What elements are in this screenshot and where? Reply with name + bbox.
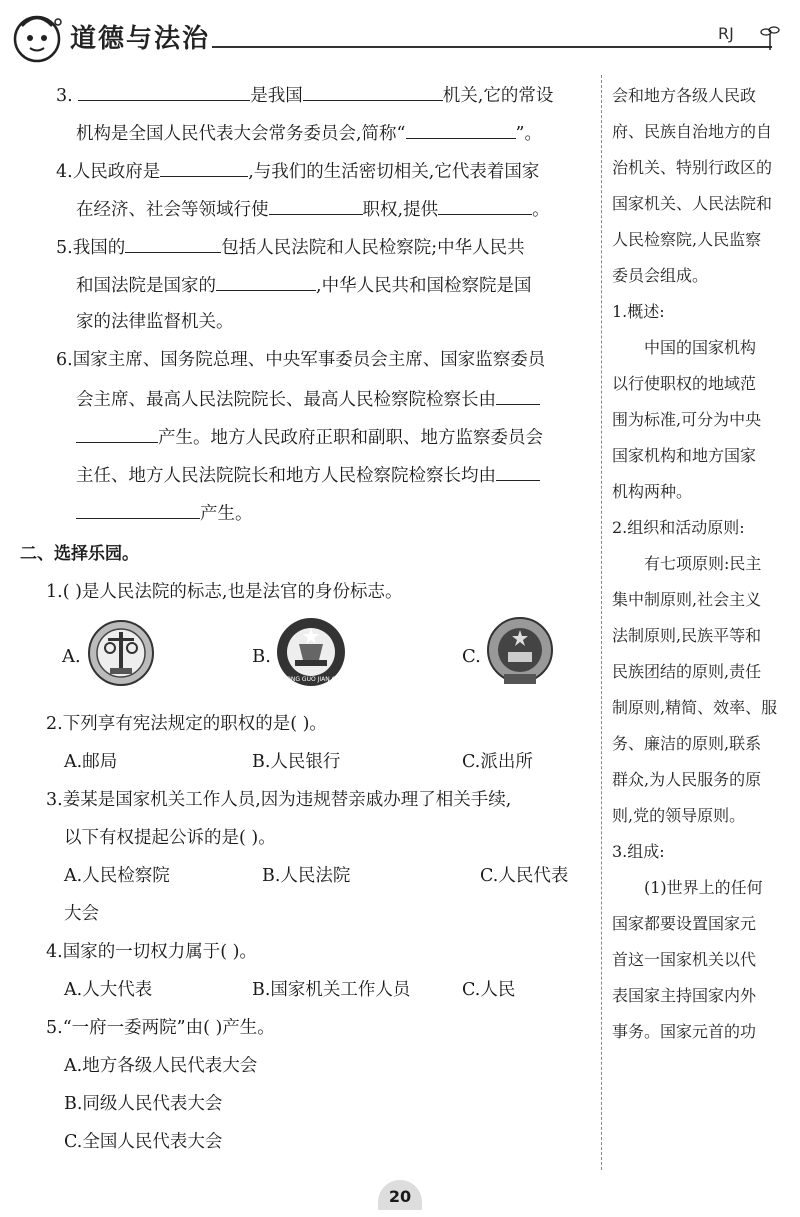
answer-blank[interactable] [76, 498, 200, 519]
fill-q5-line3: 家的法律监督机关。 [76, 312, 234, 332]
sidebar-line: 人民检察院,人民监察 [612, 230, 762, 249]
choice-q2-c[interactable]: C.派出所 [462, 752, 533, 772]
answer-blank[interactable] [76, 422, 158, 443]
fill-q6-line3: 产生。地方人民政府正职和副职、地方监察委员会 [76, 422, 543, 452]
answer-blank[interactable] [269, 194, 363, 215]
sidebar-line: 围为标准,可分为中央 [612, 410, 762, 429]
choice-q4-text: 4.国家的一切权力属于( )。 [46, 942, 257, 962]
sidebar-line: 民族团结的原则,责任 [612, 662, 762, 681]
page-number: 20 [378, 1180, 422, 1210]
choice-q1-c-label[interactable]: C. [462, 646, 481, 667]
choice-q3-b[interactable]: B.人民法院 [262, 866, 351, 886]
sidebar-line: 表国家主持国家内外 [612, 986, 757, 1005]
choice-q5-c[interactable]: C.全国人民代表大会 [64, 1132, 223, 1152]
choice-q2-a[interactable]: A.邮局 [64, 752, 118, 772]
answer-blank[interactable] [406, 118, 516, 139]
answer-blank[interactable] [216, 270, 316, 291]
sidebar-line: 首这一国家机关以代 [612, 950, 757, 969]
sidebar-heading: 1.概述: [612, 302, 665, 321]
fill-q4-line2: 在经济、社会等领域行使 职权,提供 。 [76, 194, 550, 224]
choice-q4-c[interactable]: C.人民 [462, 980, 516, 1000]
answer-blank[interactable] [438, 194, 532, 215]
answer-blank[interactable] [496, 460, 540, 481]
sidebar-line: 委员会组成。 [612, 266, 709, 285]
sidebar-line: 府、民族自治地方的自 [612, 122, 773, 141]
sidebar-line: 以行使职权的地域范 [612, 374, 757, 393]
sidebar-line: 国家机构和地方国家 [612, 446, 757, 465]
page-header [0, 0, 800, 75]
edition-label: RJ [718, 24, 734, 43]
sidebar-line: 会和地方各级人民政 [612, 86, 757, 105]
fill-q5-line2: 和国法院是国家的 ,中华人民共和国检察院是国 [76, 270, 532, 300]
sidebar-line: 事务。国家元首的功 [612, 1022, 757, 1041]
national-emblem-icon[interactable] [486, 616, 554, 690]
answer-blank[interactable] [78, 80, 250, 101]
fill-q6-line5: 产生。 [76, 498, 253, 528]
fill-q6-line4: 主任、地方人民法院院长和地方人民检察院检察长均由 [76, 460, 540, 490]
fill-q6-line1: 6.国家主席、国务院总理、中央军事委员会主席、国家监察委员 [56, 350, 546, 370]
court-emblem-icon[interactable] [86, 618, 156, 688]
answer-blank[interactable] [303, 80, 443, 101]
sidebar-line: (1)世界上的任何 [644, 878, 763, 897]
sidebar-line: 有七项原则:民主 [644, 554, 762, 573]
choice-q4-b[interactable]: B.国家机关工作人员 [252, 980, 411, 1000]
answer-blank[interactable] [496, 384, 540, 405]
choice-q3-c-cont: 大会 [64, 904, 99, 924]
choice-q3-a[interactable]: A.人民检察院 [64, 866, 170, 886]
sidebar-line: 治机关、特别行政区的 [612, 158, 773, 177]
sidebar-heading: 3.组成: [612, 842, 665, 861]
choice-q1-a-label[interactable]: A. [62, 646, 81, 667]
fill-q6-line2: 会主席、最高人民法院院长、最高人民检察院检察长由 [76, 384, 540, 414]
sidebar-line: 机构两种。 [612, 482, 693, 501]
column-divider [601, 75, 602, 1170]
sidebar-line: 务、廉洁的原则,联系 [612, 734, 762, 753]
choice-q5-a[interactable]: A.地方各级人民代表大会 [64, 1056, 258, 1076]
choice-q2-text: 2.下列享有宪法规定的职权的是( )。 [46, 714, 327, 734]
fill-q3-line2: 机构是全国人民代表大会常务委员会,简称“ ”。 [76, 118, 542, 148]
choice-q5-b[interactable]: B.同级人民代表大会 [64, 1094, 223, 1114]
choice-q5-text: 5.“一府一委两院”由( )产生。 [46, 1018, 275, 1038]
answer-blank[interactable] [125, 232, 221, 253]
emblem-text: ZHONG GUO JIAN CHA [277, 676, 345, 683]
sidebar-line: 则,党的领导原则。 [612, 806, 746, 825]
choice-q4-a[interactable]: A.人大代表 [64, 980, 153, 1000]
fill-q3-line1: 3. 是我国 机关,它的常设 [56, 80, 553, 110]
sidebar-line: 集中制原则,社会主义 [612, 590, 762, 609]
procuratorate-emblem-icon[interactable] [275, 616, 347, 688]
answer-blank[interactable] [160, 156, 248, 177]
mascot-icon [8, 8, 66, 66]
choice-q1-b-label[interactable]: B. [252, 646, 271, 667]
sprout-icon [760, 22, 780, 52]
choice-q3-text2: 以下有权提起公诉的是( )。 [64, 828, 276, 848]
fill-q4-line1: 4.人民政府是 ,与我们的生活密切相关,它代表着国家 [56, 156, 539, 186]
brand-title: 道德与法治 [70, 24, 211, 54]
fill-q5-line1: 5.我国的 包括人民法院和人民检察院;中华人民共 [56, 232, 525, 262]
choice-q1-text: 1.( )是人民法院的标志,也是法官的身份标志。 [46, 582, 403, 602]
sidebar-line: 法制原则,民族平等和 [612, 626, 762, 645]
sidebar-line: 国家机关、人民法院和 [612, 194, 773, 213]
choice-q3-text1: 3.姜某是国家机关工作人员,因为违规替亲戚办理了相关手续, [46, 790, 512, 810]
choice-q3-c[interactable]: C.人民代表 [480, 866, 569, 886]
knowledge-sidebar [612, 78, 792, 1050]
header-rule [212, 46, 772, 48]
choice-q2-b[interactable]: B.人民银行 [252, 752, 341, 772]
sidebar-line: 制原则,精简、效率、服 [612, 698, 778, 717]
sidebar-line: 中国的国家机构 [644, 338, 757, 357]
sidebar-heading: 2.组织和活动原则: [612, 518, 745, 537]
sidebar-line: 国家都要设置国家元 [612, 914, 757, 933]
section-title: 二、选择乐园。 [20, 544, 139, 564]
sidebar-line: 群众,为人民服务的原 [612, 770, 762, 789]
